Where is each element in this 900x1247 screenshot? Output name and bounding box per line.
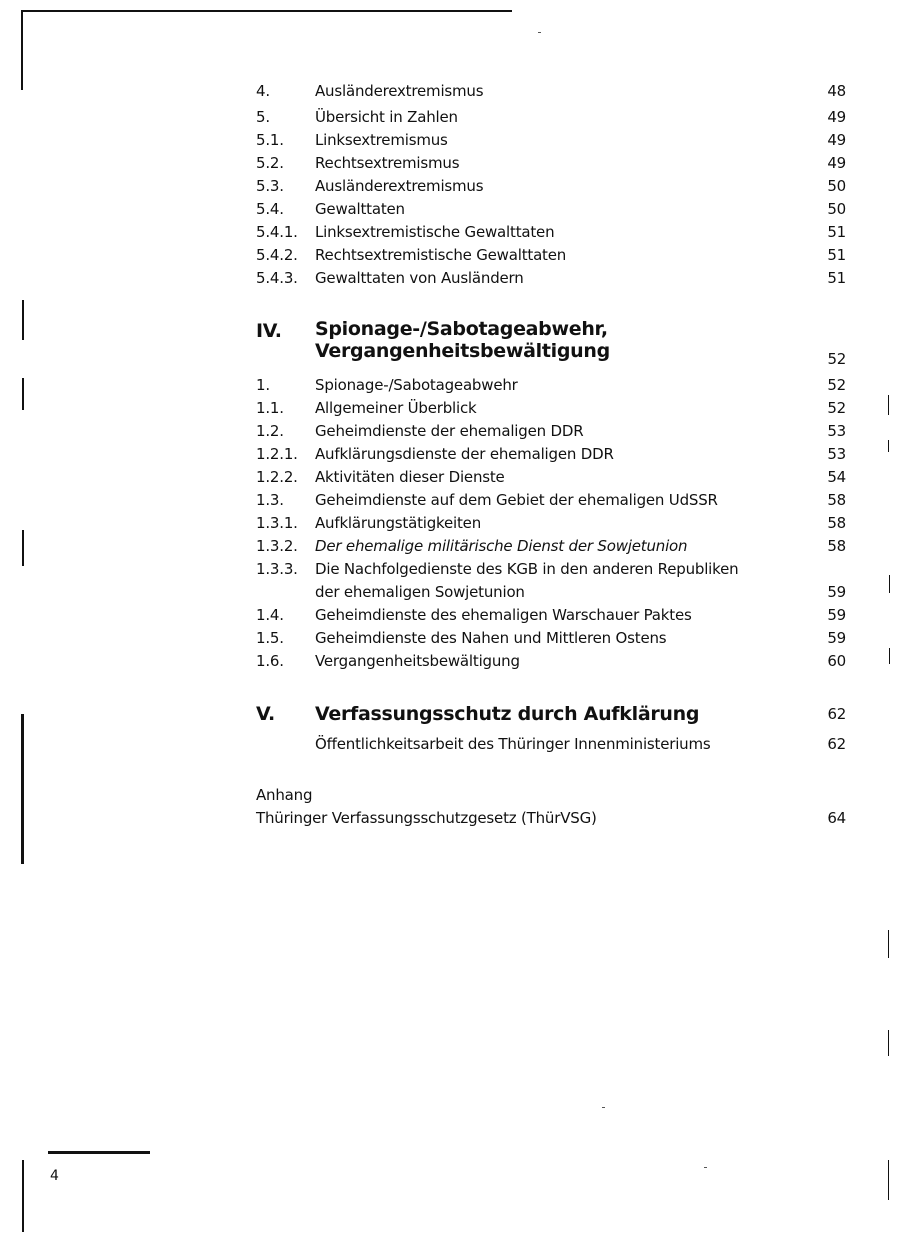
entry-page: 59	[827, 606, 846, 624]
scan-left-mark	[22, 378, 24, 410]
toc-entry	[256, 466, 846, 489]
section-page: 52	[827, 350, 846, 368]
entry-title: Geheimdienste des ehemaligen Warschauer Paktes	[315, 606, 692, 624]
entry-page: 62	[827, 735, 846, 753]
entry-title: Aktivitäten dieser Dienste	[315, 468, 505, 486]
toc-entry-continuation	[256, 581, 846, 604]
entry-title: Die Nachfolgedienste des KGB in den anderen Republiken	[315, 560, 739, 578]
scan-left-mark	[22, 530, 24, 566]
toc-entry	[256, 106, 846, 129]
entry-title: Rechtsextremismus	[315, 154, 460, 172]
section-heading-v	[256, 699, 846, 729]
entry-page: 49	[827, 154, 846, 172]
scan-top-rule	[22, 10, 512, 12]
toc-entry	[256, 535, 846, 558]
entry-page: 49	[827, 131, 846, 149]
entry-page: 51	[827, 223, 846, 241]
entry-page: 58	[827, 514, 846, 532]
section-title-line: Vergangenheitsbewältigung	[315, 340, 610, 362]
entry-page: 54	[827, 468, 846, 486]
toc-entry	[256, 443, 846, 466]
entry-title: Ausländerextremismus	[315, 82, 484, 100]
toc-entry	[256, 420, 846, 443]
entry-number: 1.2.1.	[256, 445, 298, 463]
entry-title: Rechtsextremistische Gewalttaten	[315, 246, 567, 264]
scan-right-mark	[888, 395, 889, 415]
entry-number: 1.3.1.	[256, 514, 298, 532]
appendix-title: Thüringer Verfassungsschutzgesetz (ThürVSG)	[256, 809, 597, 827]
entry-page: 52	[827, 376, 846, 394]
scan-left-mark	[22, 1160, 24, 1232]
entry-page: 51	[827, 269, 846, 287]
entry-number: 5.2.	[256, 154, 284, 172]
section-title-line: Spionage-/Sabotageabwehr,	[315, 318, 608, 340]
entry-number: 5.3.	[256, 177, 284, 195]
section-title: Verfassungsschutz durch Aufklärung	[315, 703, 700, 725]
entry-title: Gewalttaten von Ausländern	[315, 269, 524, 287]
entry-number: 4.	[256, 82, 270, 100]
toc-entry	[256, 374, 846, 397]
entry-title: Geheimdienste der ehemaligen DDR	[315, 422, 584, 440]
entry-title: Spionage-/Sabotageabwehr	[315, 376, 518, 394]
toc-entry	[256, 512, 846, 535]
scan-right-mark	[888, 930, 889, 958]
entry-page: 53	[827, 422, 846, 440]
scan-right-mark	[888, 1160, 889, 1200]
toc-entry	[256, 604, 846, 627]
entry-number: 5.	[256, 108, 270, 126]
entry-title: der ehemaligen Sowjetunion	[315, 583, 525, 601]
scan-left-mark	[21, 714, 24, 864]
entry-title: Geheimdienste des Nahen und Mittleren Ostens	[315, 629, 667, 647]
entry-page: 50	[827, 200, 846, 218]
appendix-label-row	[256, 784, 846, 807]
entry-number: 1.1.	[256, 399, 284, 417]
appendix-page: 64	[827, 809, 846, 827]
entry-title: Aufklärungsdienste der ehemaligen DDR	[315, 445, 614, 463]
entry-number: 1.3.3.	[256, 560, 298, 578]
entry-title: Öffentlichkeitsarbeit des Thüringer Innenministeriums	[315, 735, 711, 753]
appendix-label: Anhang	[256, 786, 313, 804]
toc-entry	[256, 397, 846, 420]
page-number: 4	[50, 1168, 59, 1184]
entry-page: 50	[827, 177, 846, 195]
entry-title: Linksextremistische Gewalttaten	[315, 223, 555, 241]
scan-speck	[602, 1107, 605, 1108]
toc-entry	[256, 175, 846, 198]
entry-number: 1.2.2.	[256, 468, 298, 486]
table-of-contents	[256, 80, 846, 830]
entry-title: Ausländerextremismus	[315, 177, 484, 195]
entry-number: 5.4.2.	[256, 246, 298, 264]
scan-right-mark	[888, 1030, 889, 1056]
scan-right-mark	[889, 648, 890, 664]
toc-entry	[256, 198, 846, 221]
toc-entry	[256, 627, 846, 650]
entry-page: 59	[827, 629, 846, 647]
toc-entry	[256, 558, 846, 581]
entry-title: Vergangenheitsbewältigung	[315, 652, 520, 670]
entry-title: Gewalttaten	[315, 200, 405, 218]
scan-speck	[704, 1167, 707, 1168]
entry-title: Allgemeiner Überblick	[315, 399, 477, 417]
entry-page: 59	[827, 583, 846, 601]
scan-speck	[538, 32, 541, 33]
entry-page: 58	[827, 537, 846, 555]
scan-left-edge	[21, 10, 23, 90]
entry-title: Aufklärungstätigkeiten	[315, 514, 482, 532]
entry-title: Übersicht in Zahlen	[315, 108, 458, 126]
section-page: 62	[827, 705, 846, 723]
footer-rule	[48, 1151, 150, 1154]
entry-number: 5.1.	[256, 131, 284, 149]
entry-page: 53	[827, 445, 846, 463]
entry-number: 1.3.2.	[256, 537, 298, 555]
entry-title: Geheimdienste auf dem Gebiet der ehemaligen UdSSR	[315, 491, 718, 509]
entry-page: 48	[827, 82, 846, 100]
entry-number: 1.	[256, 376, 270, 394]
entry-page: 60	[827, 652, 846, 670]
appendix-entry	[256, 807, 846, 830]
entry-page: 49	[827, 108, 846, 126]
scan-right-mark	[889, 575, 890, 593]
section-number: IV.	[256, 320, 282, 342]
toc-entry	[256, 489, 846, 512]
section-number: V.	[256, 703, 275, 725]
toc-entry	[256, 152, 846, 175]
toc-entry	[256, 80, 846, 103]
entry-number: 5.4.3.	[256, 269, 298, 287]
entry-title: Linksextremismus	[315, 131, 448, 149]
entry-number: 1.6.	[256, 652, 284, 670]
entry-page: 52	[827, 399, 846, 417]
section-title	[315, 318, 610, 362]
section-heading-iv	[256, 318, 846, 370]
scan-right-mark	[888, 440, 889, 452]
toc-entry	[256, 221, 846, 244]
entry-title: Der ehemalige militärische Dienst der Sowjetunion	[315, 537, 688, 555]
scan-left-mark	[22, 300, 24, 340]
entry-number: 1.5.	[256, 629, 284, 647]
toc-entry	[256, 733, 846, 756]
toc-entry	[256, 650, 846, 673]
toc-entry	[256, 129, 846, 152]
entry-page: 58	[827, 491, 846, 509]
entry-number: 1.4.	[256, 606, 284, 624]
entry-number: 1.2.	[256, 422, 284, 440]
toc-entry	[256, 244, 846, 267]
entry-number: 1.3.	[256, 491, 284, 509]
entry-page: 51	[827, 246, 846, 264]
toc-entry	[256, 267, 846, 290]
entry-number: 5.4.1.	[256, 223, 298, 241]
entry-number: 5.4.	[256, 200, 284, 218]
